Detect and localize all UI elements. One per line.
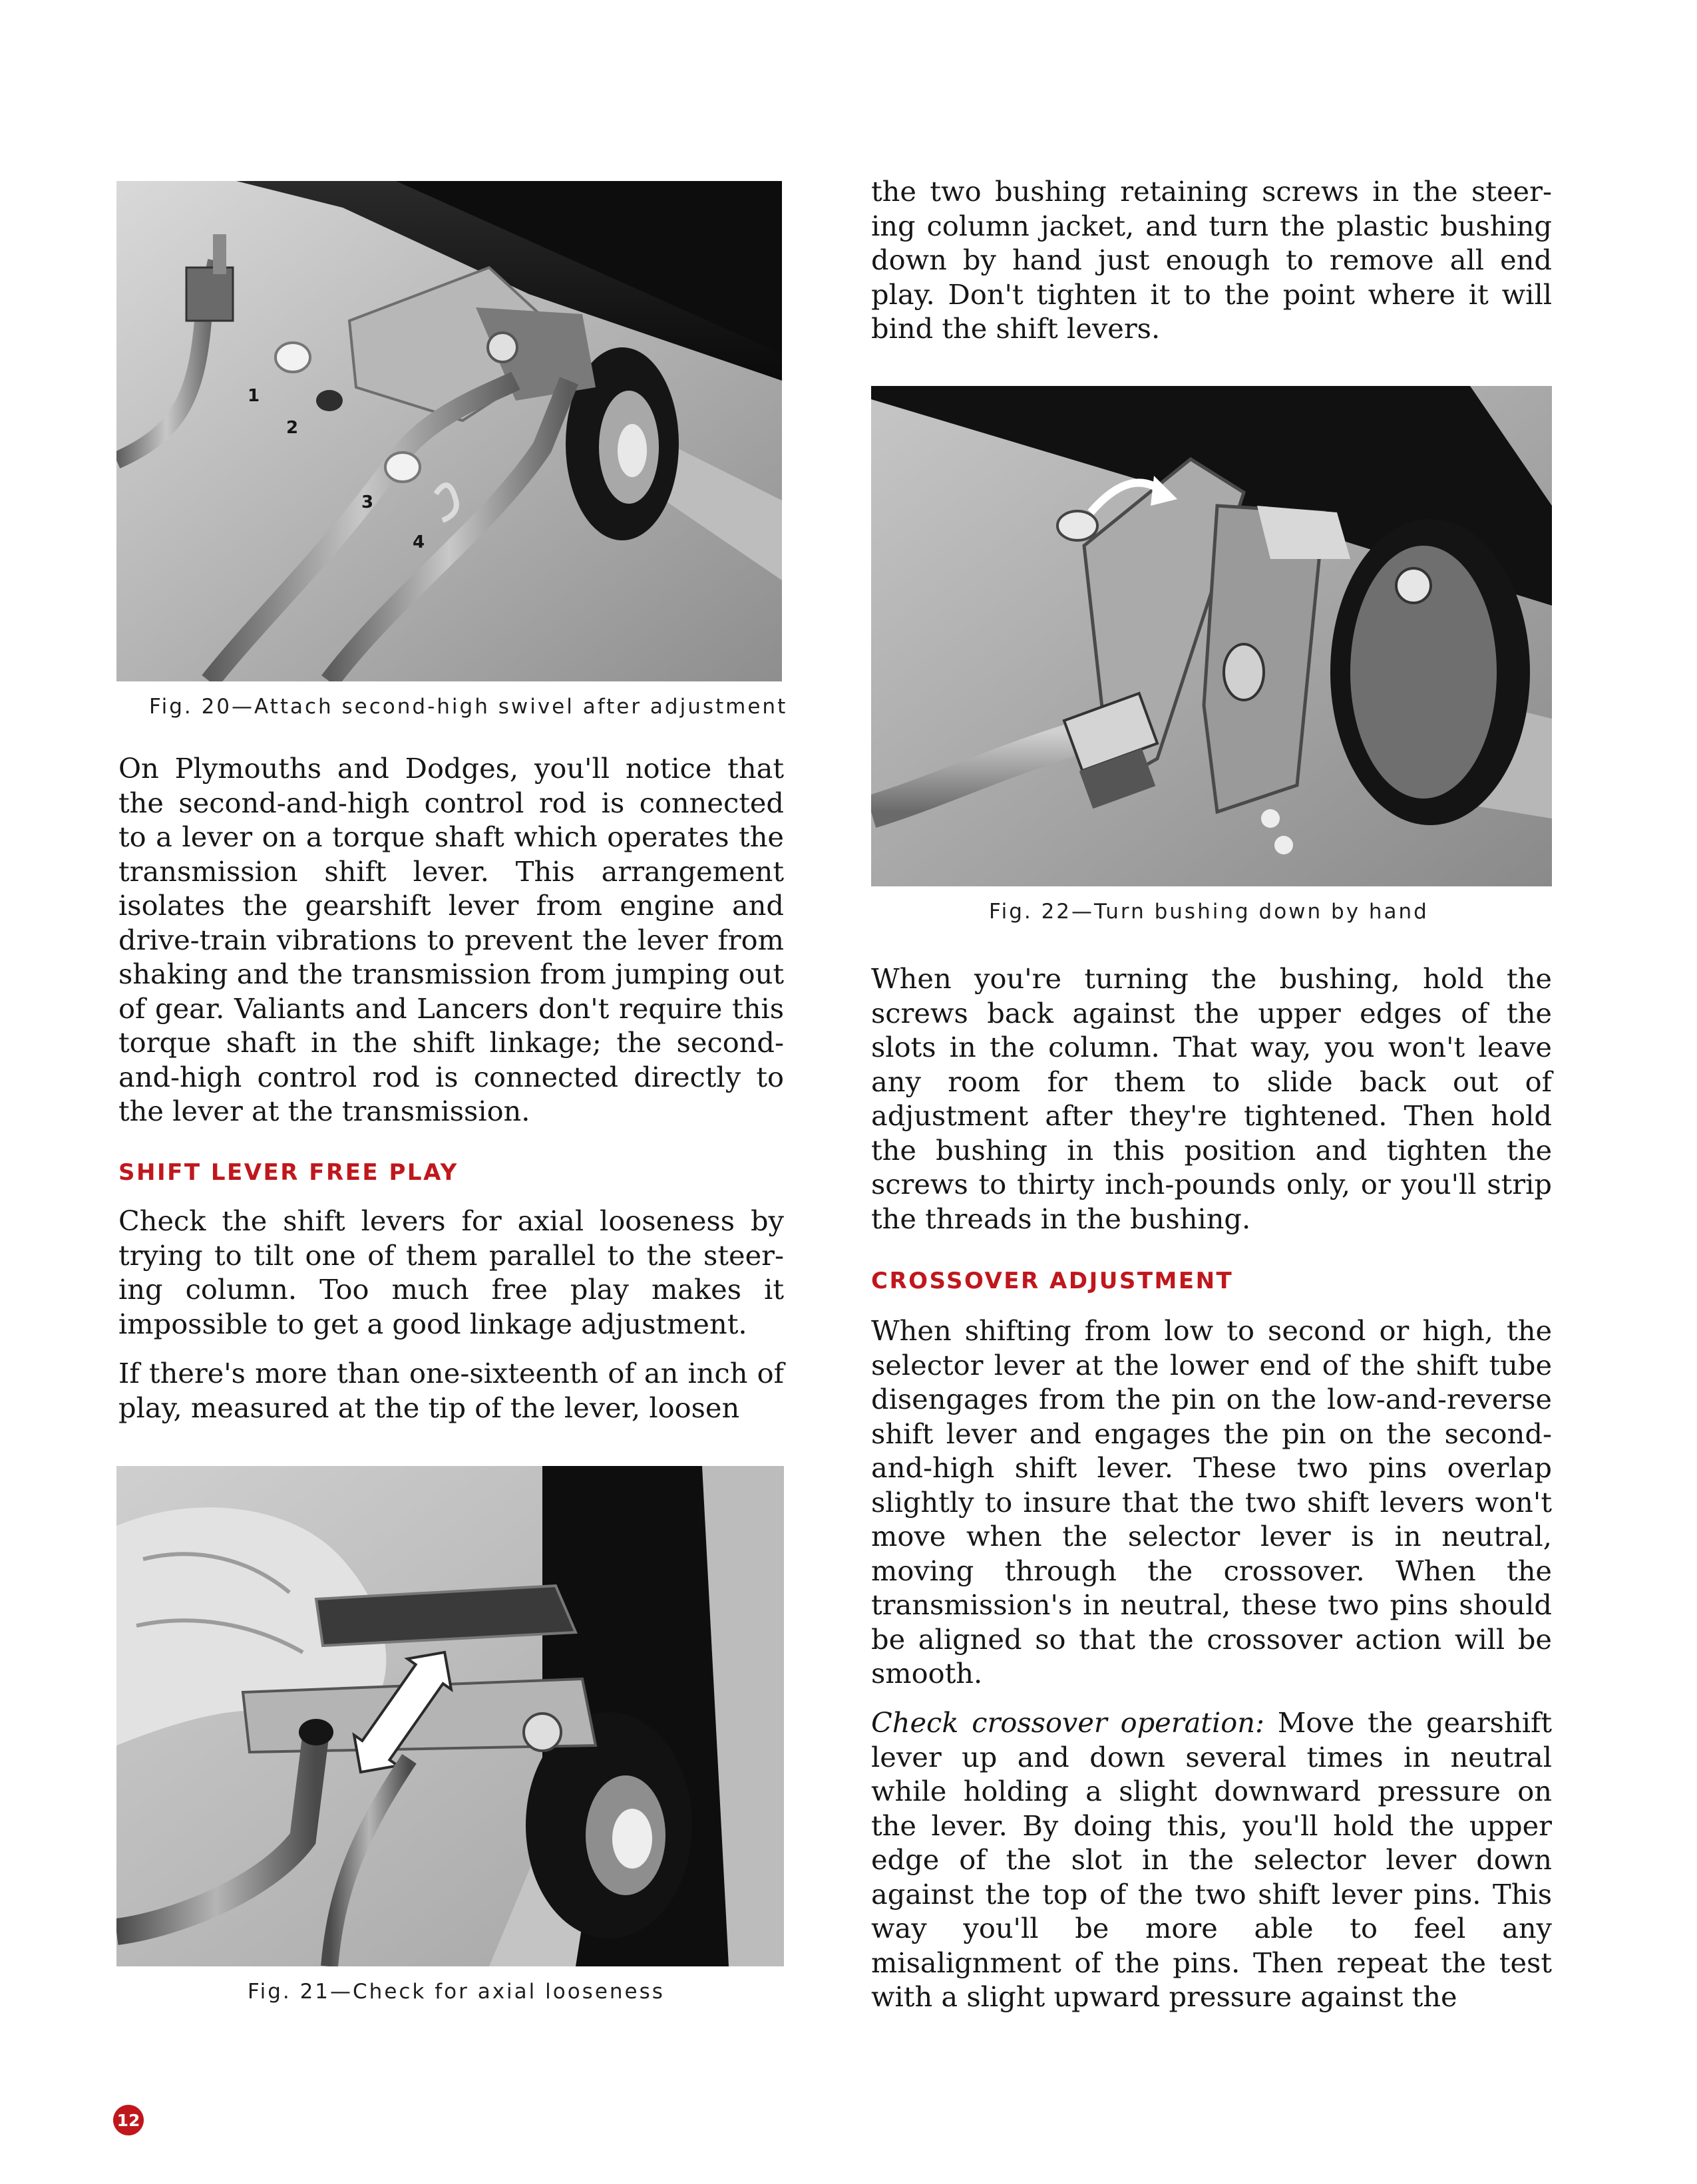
fig20-label-2: 2 — [286, 418, 299, 438]
fig20-label-3: 3 — [361, 492, 374, 512]
fig21-photo — [116, 1466, 784, 1966]
heading-crossover-adjustment: CROSSOVER ADJUSTMENT — [871, 1268, 1234, 1294]
left-paragraph-1: On Plymouths and Dodges, you'll notice that the second-and-high control rod is connected to a lever on a torque shaft which operates the transmission shift lever. This arrangement isolates the gearshift lever from engine and drive-train vibrations to prevent the lever from shaking and the transmission from jumping out of gear. Valiants and Lancers don't require this torque shaft in the shift linkage; the second-and-high control rod is connected directly to the lever at the transmission. — [118, 752, 784, 1127]
right-paragraph-1: the two bushing retaining screws in the steering column jacket, and turn the plastic bushing down by hand just enough to remove all end play. Don't tighten it to the point where it will bind the shift levers. — [871, 175, 1552, 345]
left-paragraph-2: Check the shift levers for axial looseness by trying to tilt one of them parallel to the steering column. Too much free play makes it impossible to get a good linkage adjustment. — [118, 1204, 784, 1340]
fig20-label-4: 4 — [413, 532, 425, 552]
fig22-photo — [871, 386, 1552, 886]
fig20-photo — [116, 181, 782, 681]
fig21-caption: Fig. 21—Check for axial looseness — [248, 1980, 665, 2004]
crossover-check-lead: Check crossover operation: — [871, 1706, 1264, 1739]
fig20-caption: Fig. 20—Attach second-high swivel after adjustment — [149, 695, 788, 719]
right-paragraph-3: When shifting from low to second or high, the selector lever at the lower end of the shift tube disengages from the pin on the low-and-reverse shift lever and engages the pin on the second-and-high shift lever. These two pins overlap slightly to insure that the two shift levers won't move when the selector lever is in neutral, moving through the crossover. When the transmission's in neutral, these two pins should be aligned so that the crossover action will be smooth. — [871, 1314, 1552, 1690]
right-paragraph-4 — [871, 1706, 1552, 2014]
heading-shift-lever-free-play: SHIFT LEVER FREE PLAY — [118, 1159, 459, 1186]
fig20-label-1: 1 — [248, 386, 260, 406]
page-number: 12 — [113, 2105, 144, 2135]
left-paragraph-3: If there's more than one-sixteenth of an inch of play, measured at the tip of the lever, loosen — [118, 1357, 784, 1424]
right-paragraph-2: When you're turning the bushing, hold the screws back against the upper edges of the slots in the column. That way, you won't leave any room for them to slide back out of adjustment after they're tightened. Then hold the bushing in this position and tighten the screws to thirty inch-pounds only, or you'll strip the threads in the bushing. — [871, 962, 1552, 1235]
fig22-caption: Fig. 22—Turn bushing down by hand — [989, 900, 1429, 924]
crossover-check-body: Move the gearshift lever up and down several times in neutral while holding a slight downward pressure on the lever. By doing this, you'll hold the upper edge of the slot in the selector lever down against the top of the two shift lever pins. This way you'll be more able to feel any misalignment of the pins. Then repeat the test with a slight upward pressure against the — [871, 1706, 1553, 2013]
